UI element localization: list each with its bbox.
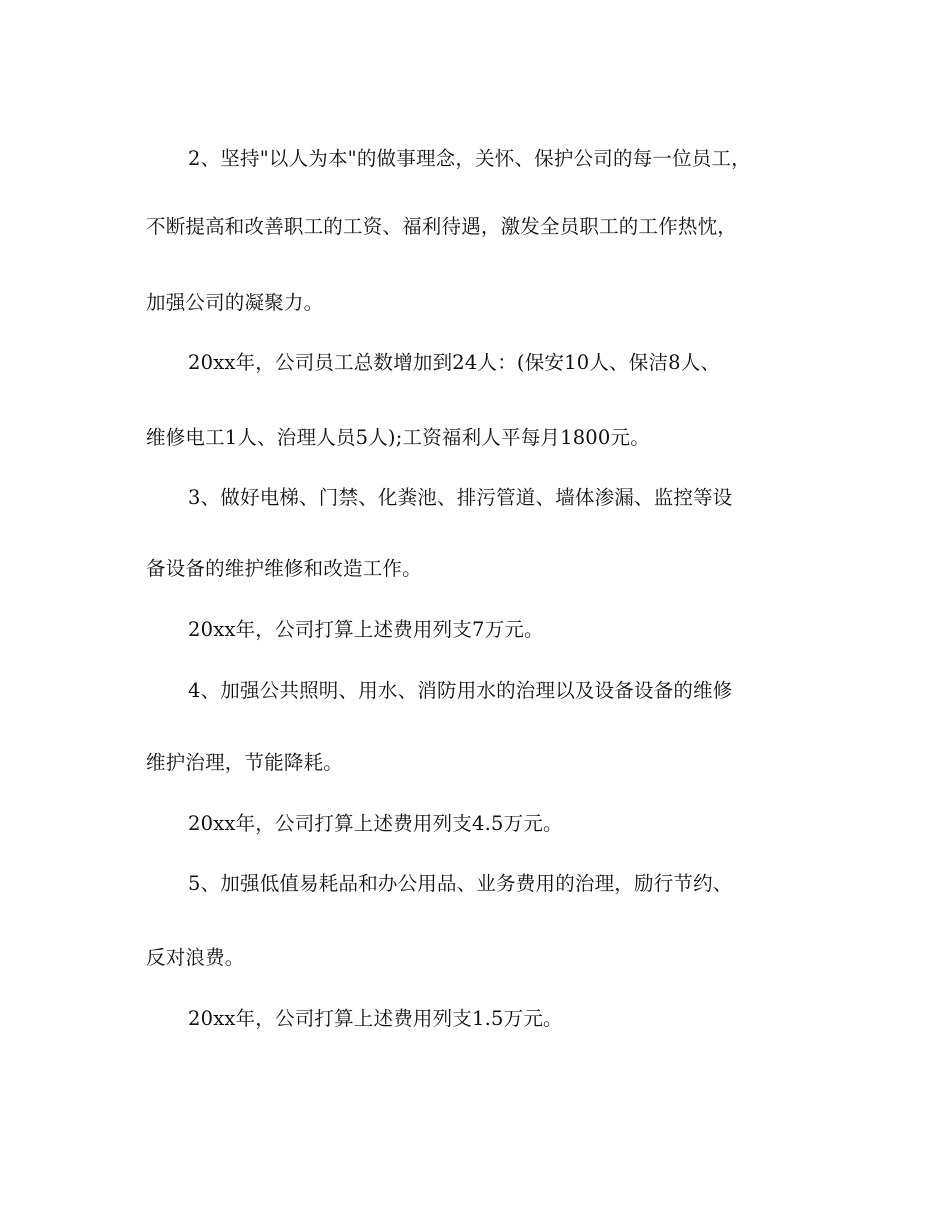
budget-line-4: 20xx年，公司打算上述费用列支4.5万元。: [188, 812, 563, 835]
staff-line-2: 维修电工1人、治理人员5人);工资福利人平每月1800元。: [146, 426, 650, 449]
paragraph-4-line-2: 维护治理，节能降耗。: [146, 751, 344, 774]
paragraph-4-line-1: 4、加强公共照明、用水、消防用水的治理以及设备设备的维修: [188, 679, 733, 702]
paragraph-2-line-1: 2、坚持"以人为本"的做事理念，关怀、保护公司的每一位员工，: [188, 147, 751, 170]
budget-line-3: 20xx年，公司打算上述费用列支7万元。: [188, 618, 544, 641]
staff-line-1: 20xx年，公司员工总数增加到24人：(保安10人、保洁8人、: [188, 351, 721, 374]
budget-line-5: 20xx年，公司打算上述费用列支1.5万元。: [188, 1007, 563, 1030]
paragraph-3-line-1: 3、做好电梯、门禁、化粪池、排污管道、墙体渗漏、监控等设: [188, 486, 733, 509]
paragraph-2-line-2: 不断提高和改善职工的工资、福利待遇，激发全员职工的工作热忱，: [146, 215, 738, 238]
paragraph-2-line-3: 加强公司的凝聚力。: [146, 291, 324, 314]
paragraph-3-line-2: 备设备的维护维修和改造工作。: [146, 557, 422, 580]
paragraph-5-line-2: 反对浪费。: [146, 946, 245, 969]
paragraph-5-line-1: 5、加强低值易耗品和办公用品、业务费用的治理，励行节约、: [188, 872, 733, 895]
